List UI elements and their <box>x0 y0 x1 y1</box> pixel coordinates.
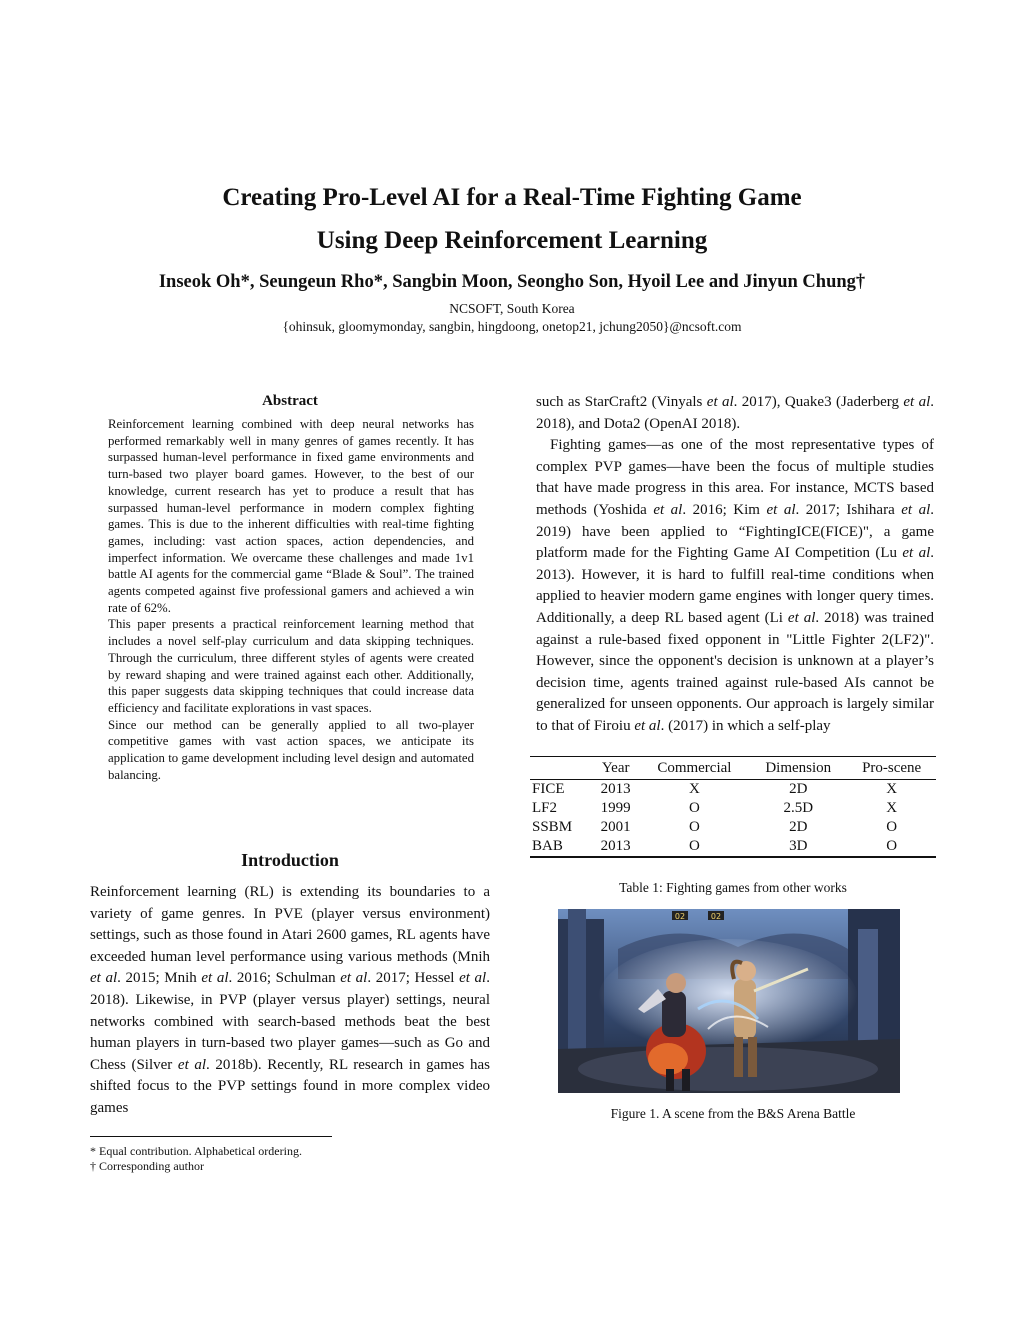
table-header-cell: Pro-scene <box>847 757 936 780</box>
body-text: . 2018) was trained against a rule-based fixed opponent in "Little Fighter 2(LF2)". However, since the opponent's decision is unknown at a player’s decision time, agents trained against rule-based AIs cannot be generalized for unseen opponents. Our approach is largely similar to that of Firoiu <box>536 609 935 734</box>
table-header-cell <box>530 757 592 780</box>
table-cell: 2013 <box>592 837 640 857</box>
citation-etal: et al <box>901 501 931 518</box>
table-cell: 2D <box>789 819 808 835</box>
table-cell: LF2 <box>532 800 558 816</box>
citation-etal: et al <box>902 545 931 562</box>
table-header-cell: Year <box>592 757 640 780</box>
footnote-divider <box>90 1136 332 1137</box>
abstract-heading: Abstract <box>262 393 318 409</box>
table-cell: FICE <box>532 781 565 797</box>
intro-text: . 2018). Likewise, in PVP (player versus player) settings, neural networks combined with search-based methods beat the best human players in turn-based two player games—such as Go and Chess (Silver <box>90 970 490 1073</box>
body-paragraph <box>536 435 934 737</box>
table-row <box>530 818 936 837</box>
intro-text: . 2016; Schulman <box>228 970 341 987</box>
intro-text: Reinforcement learning (RL) is extending its boundaries to a variety of game genres. In PVE (player versus environment) settings, such as those found in Atari 2600 games, RL agents have exceeded human level performance using various methods (Mnih <box>90 884 490 965</box>
table-cell: O <box>688 800 700 816</box>
table-cell: 2013 <box>600 781 631 797</box>
footnote-corresponding-author: † Corresponding author <box>90 1159 204 1173</box>
table-cell: O <box>847 837 936 857</box>
table-row <box>530 837 936 857</box>
author-list: Inseok Oh*, Seungeun Rho*, Sangbin Moon, Seongho Son, Hyoil Lee and Jinyun Chung† <box>158 272 866 292</box>
intro-text: . 2018b). Recently, RL research in games has shifted focus to the PVP settings found in more complex video games <box>90 1056 490 1116</box>
game-scene-illustration <box>558 909 900 1093</box>
table-cell: X <box>886 781 898 797</box>
body-text: . (2017) in which a self-play <box>660 717 831 734</box>
introduction-paragraph <box>90 882 490 1120</box>
table-header-cell: Commercial <box>640 757 750 780</box>
abstract-paragraph: Since our method can be generally applied to all two-player competitive games with vast action spaces, we anticipate its application to game development including level design and automated balancing. <box>108 717 474 782</box>
body-text: Fighting games—as one of the most representative types of complex PVP games—have been the focus of multiple studies that have made progress in this area. For instance, MCTS based methods (Yoshida <box>536 437 934 518</box>
citation-etal: et al <box>653 501 683 518</box>
citation-etal: et al <box>787 609 816 626</box>
table-row <box>530 799 936 818</box>
introduction-heading: Introduction <box>241 850 339 870</box>
citation-etal: et al <box>177 1056 207 1073</box>
table-cell: X <box>886 800 898 816</box>
body-text: . 2017), Quake3 (Jaderberg <box>733 394 904 410</box>
table-cell: 3D <box>749 837 847 857</box>
body-text: . 2019) have been applied to “FightingICE(FICE)", a game platform made for the Fighting Game AI Competition (Lu <box>536 501 935 562</box>
intro-text: . 2015; Mnih <box>117 970 202 987</box>
citation-etal: et al <box>340 970 368 987</box>
table-cell: 2.5D <box>783 800 814 816</box>
body-text: . 2016; Kim <box>682 501 767 518</box>
hud-counter-left: 02 <box>674 912 686 921</box>
abstract-paragraph: This paper presents a practical reinforcement learning method that includes a novel self-play curriculum and data skipping techniques. Through the curriculum, three different styles of agents were created by reward shaping and were trained against each other. Additionally, this paper suggests data skipping techniques that could increase data efficiency and facilitate explorations in vast spaces. <box>108 617 474 715</box>
table-cell: 2D <box>789 781 808 797</box>
title-line-1: Creating Pro-Level AI for a Real-Time Fighting Game <box>222 184 802 211</box>
citation-etal: et al <box>90 970 118 987</box>
game-scene-figure <box>558 909 900 1093</box>
footnote-equal-contribution: * Equal contribution. Alphabetical ordering. <box>90 1144 302 1158</box>
citation-etal: et al <box>766 501 796 518</box>
abstract-body <box>108 416 474 783</box>
table-row <box>530 780 936 800</box>
citation-etal: et al <box>706 394 734 410</box>
body-text: . 2013). However, it is hard to fulfill real-time conditions when applied to heavier modern game engines with longer query times. Additionally, a deep RL based agent (Li <box>536 545 934 626</box>
right-column-text <box>536 392 934 738</box>
body-text: . 2017; Ishihara <box>795 501 902 518</box>
citation-etal: et al <box>634 717 661 734</box>
intro-text: . 2017; Hessel <box>367 970 460 987</box>
table-cell: BAB <box>530 837 592 857</box>
hud-counter-right: 02 <box>710 912 722 921</box>
body-text: . 2018), and Dota2 (OpenAI 2018). <box>536 394 935 432</box>
citation-etal: et al <box>903 394 931 410</box>
body-paragraph <box>536 392 934 435</box>
citation-etal: et al <box>459 970 487 987</box>
affiliation: NCSOFT, South Korea <box>449 301 575 316</box>
table-cell: X <box>688 781 700 797</box>
abstract-paragraph: Reinforcement learning combined with deep neural networks has performed remarkably well in many genres of games recently. It has surpassed human-level performance in fixed game environments and turn-based two player board games. However, to the best of our knowledge, current research has yet to produce a result that has surpassed human-level performance in modern complex fighting games. This is due to the inherent difficulties with real-time fighting games, including: vast action spaces, action dependencies, and imperfect information. We overcame these challenges and made 1v1 battle AI agents for the commercial game “Blade & Soul”. The trained agents competed against five professional gamers and achieved a win rate of 62%. <box>108 417 474 615</box>
email-list: {ohinsuk, gloomymonday, sangbin, hingdoong, onetop21, jchung2050}@ncsoft.com <box>282 319 742 334</box>
title-line-2: Using Deep Reinforcement Learning <box>316 227 708 254</box>
paper-title <box>0 176 1024 262</box>
table-caption: Table 1: Fighting games from other works <box>619 880 847 895</box>
table-cell: O <box>640 837 750 857</box>
figure-caption: Figure 1. A scene from the B&S Arena Battle <box>610 1106 856 1121</box>
table-header-row <box>530 757 936 780</box>
table-cell: SSBM <box>532 819 573 835</box>
body-text: such as StarCraft2 (Vinyals <box>536 394 707 410</box>
fighting-games-table <box>530 756 936 858</box>
affiliation-block <box>0 300 1024 336</box>
table-cell: O <box>886 819 898 835</box>
table-header-cell: Dimension <box>749 757 847 780</box>
citation-etal: et al <box>201 970 229 987</box>
table-cell: 1999 <box>600 800 631 816</box>
table-cell: O <box>688 819 700 835</box>
footnotes <box>90 1144 302 1174</box>
table-cell: 2001 <box>600 819 631 835</box>
